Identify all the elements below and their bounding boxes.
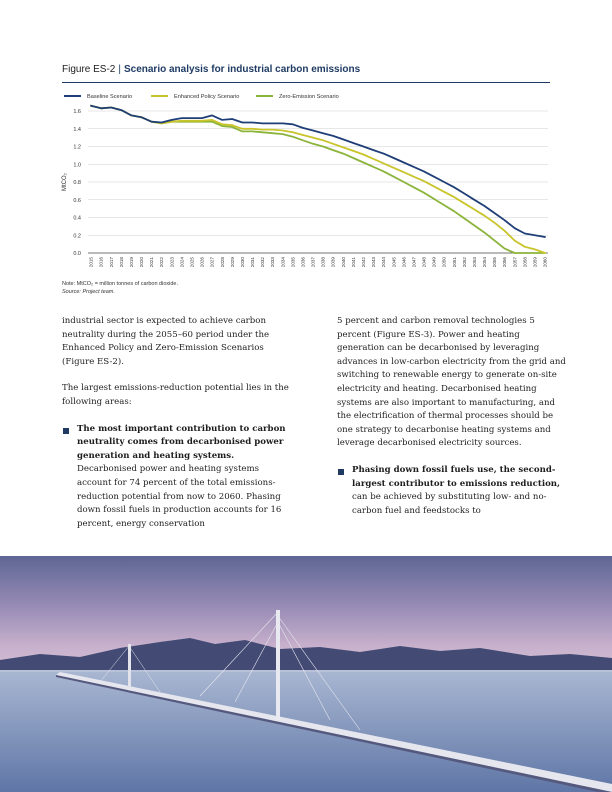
bullet-square-icon	[63, 428, 69, 434]
x-tick-label: 2043	[371, 257, 377, 268]
x-tick-label: 2030	[239, 257, 245, 268]
series-line	[91, 106, 545, 253]
x-tick-label: 2049	[431, 257, 437, 268]
x-tick-label: 2028	[219, 257, 225, 268]
x-tick-label: 2052	[461, 257, 467, 268]
y-tick-label: 1.6	[73, 109, 81, 115]
legend-label: Zero-Emission Scenario	[279, 94, 339, 100]
x-tick-label: 2020	[139, 257, 145, 268]
x-tick-label: 2032	[260, 257, 266, 268]
x-tick-label: 2058	[522, 257, 528, 268]
x-tick-label: 2019	[128, 257, 134, 268]
x-tick-label: 2059	[532, 257, 538, 268]
x-tick-label: 2023	[169, 257, 175, 268]
x-tick-label: 2031	[250, 257, 256, 268]
x-tick-label: 2041	[350, 257, 356, 268]
x-tick-label: 2017	[108, 257, 114, 268]
x-tick-label: 2033	[270, 257, 276, 268]
x-tick-label: 2034	[280, 257, 286, 268]
x-tick-label: 2027	[209, 257, 215, 268]
figure-header	[62, 60, 550, 83]
x-tick-label: 2056	[502, 257, 508, 268]
x-tick-label: 2036	[300, 257, 306, 268]
figure-separator: |	[118, 64, 121, 75]
paragraph-power-heating-continued: 5 percent and carbon removal technologies 5 percent (Figure ES-3). Power and heating generation can be decarbonised by leveraging advances in low-carbon electricity from the grid and switching to renewable energy to generate on-site electricity and heating. Decarbonised heating systems are also important to manufacturing, and the electrification of thermal processes should be one strategy to decarbonise heating systems and leverage decarbonised electricity sources.	[337, 316, 566, 449]
x-tick-label: 2016	[98, 257, 104, 268]
y-tick-label: 0.2	[73, 233, 81, 240]
x-tick-label: 2053	[471, 257, 477, 268]
x-tick-label: 2044	[381, 257, 387, 268]
x-tick-label: 2055	[492, 257, 498, 268]
bullet-power-heating	[62, 423, 294, 532]
bullet-fossil-fuels-heading: Phasing down fossil fuels use, the second-largest contributor to emissions reduction,	[352, 464, 561, 489]
legend-label: Enhanced Policy Scenario	[174, 94, 240, 100]
bullet-square-icon	[338, 469, 344, 475]
text-column-left	[62, 315, 294, 531]
text-column-right	[337, 315, 569, 518]
emissions-line-chart	[58, 86, 554, 278]
x-tick-label: 2018	[118, 257, 124, 268]
y-axis-label: MtCO₂	[62, 173, 68, 191]
x-tick-label: 2037	[310, 257, 316, 268]
x-tick-label: 2038	[320, 257, 326, 268]
bullet-power-heating-text: Decarbonised power and heating systems account for 74 percent of the total emissions-reduction potential from now to 2060. Phasing down fossil fuels in production accounts for 16 percent, energy conservation	[77, 464, 282, 529]
chart-note: Note: MtCO₂ = million tonnes of carbon dioxide.	[62, 281, 179, 287]
legend-label: Baseline Scenario	[87, 94, 133, 100]
x-tick-label: 2047	[411, 257, 417, 268]
x-tick-label: 2057	[512, 257, 518, 268]
x-tick-label: 2048	[421, 257, 427, 268]
x-tick-label: 2024	[179, 257, 185, 268]
x-tick-label: 2039	[330, 257, 336, 268]
bullet-fossil-fuels-text: can be achieved by substituting low- and no-carbon fuel and feedstocks to	[352, 492, 547, 516]
x-tick-label: 2026	[199, 257, 205, 268]
y-tick-label: 0.4	[73, 215, 81, 222]
bridge-illustration	[0, 556, 612, 792]
x-tick-label: 2051	[451, 257, 457, 268]
x-tick-label: 2015	[88, 257, 94, 268]
y-tick-label: 0.8	[73, 180, 81, 186]
x-tick-label: 2021	[149, 257, 155, 268]
y-tick-label: 0.0	[73, 251, 81, 257]
x-tick-label: 2042	[361, 257, 366, 268]
bridge-photo	[0, 556, 612, 792]
paragraph-carbon-neutrality: industrial sector is expected to achieve carbon neutrality during the 2055–60 period under the Enhanced Policy and Zero-Emission Scenarios (Figure ES-2).	[62, 316, 270, 367]
chart-notes	[62, 280, 542, 296]
y-tick-label: 1.0	[73, 162, 81, 169]
y-tick-label: 1.4	[73, 126, 81, 133]
x-tick-label: 2050	[441, 257, 447, 268]
series-line	[91, 106, 545, 253]
x-tick-label: 2060	[542, 257, 548, 268]
x-tick-label: 2045	[391, 257, 397, 268]
figure-label: Figure ES-2	[62, 64, 116, 75]
paragraph-reduction-areas: The largest emissions-reduction potential lies in the following areas:	[62, 383, 289, 407]
x-tick-label: 2054	[482, 257, 488, 268]
figure-title: Scenario analysis for industrial carbon emissions	[123, 64, 361, 75]
bullet-fossil-fuels	[337, 464, 569, 518]
x-tick-label: 2035	[290, 257, 296, 268]
y-tick-label: 0.6	[73, 197, 81, 204]
chart-source: Source: Project team.	[62, 289, 115, 295]
x-tick-label: 2022	[159, 257, 165, 268]
x-tick-label: 2046	[401, 257, 407, 268]
y-tick-label: 1.2	[73, 144, 81, 151]
x-tick-label: 2029	[229, 257, 235, 268]
bullet-power-heating-heading: The most important contribution to carbon neutrality comes from decarbonised power generation and heating systems.	[77, 423, 286, 461]
x-tick-label: 2040	[340, 257, 346, 268]
x-tick-label: 2025	[189, 257, 195, 268]
